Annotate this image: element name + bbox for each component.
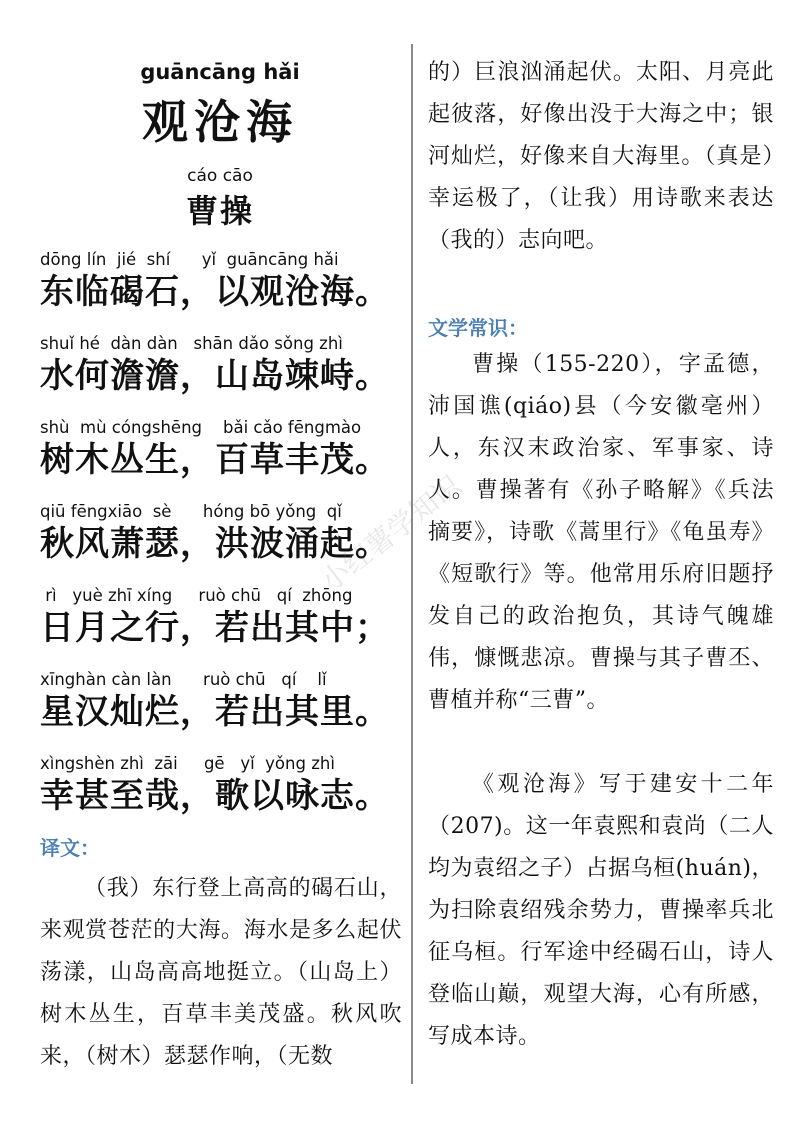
knowledge-paragraph-2: 《观沧海》写于建安十二年（207)。这一年袁熙和袁尚（二人均为袁绍之子）占据乌桓(huán)，为扫除袁绍残余势力，曹操率兵北征乌桓。行军途中经碣石山，诗人登临山巅，观望大海，心有所感，写成本诗。 [428,772,774,1049]
title-pinyin: guāncāng hǎi [140,60,300,84]
poem-title: 观沧海 [142,95,298,149]
translation-text-part1: （我）东行登上高高的碣石山，来观赏苍茫的大海。海水是多么起伏荡漾，山岛高高地挺立。（山岛上）树木丛生，百草丰美茂盛。秋风吹来，（树木）瑟瑟作响，（无数 [40,876,402,1069]
verse-line [40,754,400,818]
poem-author: 曹操 [185,192,254,230]
watermark: 小红薯学知识 [314,468,468,598]
verse-text: 幸甚至哉，歌以咏志。 [40,776,390,816]
translation-text-part2: 的）巨浪汹涌起伏。太阳、月亮此起彼落，好像出没于大海之中；银河灿烂，好像来自大海里。（真是）幸运极了，（让我）用诗歌来表达（我的）志向吧。 [428,60,774,253]
verse-pinyin: shuǐ hé dàn dàn shān dǎo sǒng zhì [40,334,343,353]
verse-text: 星汉灿烂，若出其里。 [40,692,390,732]
verse-text: 树木丛生，百草丰茂。 [40,440,390,480]
verse-pinyin: qiū fēngxiāo sè hóng bō yǒng qǐ [40,502,342,521]
verse-text: 秋风萧瑟，洪波涌起。 [40,524,390,564]
verse-pinyin: xìngshèn zhì zāi gē yǐ yǒng zhì [40,754,335,773]
knowledge-paragraph-1: 曹操（155-220），字孟德，沛国谯(qiáo)县（今安徽亳州）人，东汉末政治家、军事家、诗人。曹操著有《孙子略解》《兵法摘要》，诗歌《蒿里行》《龟虽寿》《短歌行》等。他常用乐府旧题抒发自己的政治抱负，其诗气魄雄伟，慷慨悲凉。曹操与其子曹丕、曹植并称“三曹”。 [428,352,774,713]
author-pinyin: cáo cāo [187,166,253,186]
verse-pinyin: shù mù cóngshēng bǎi cǎo fēngmào [40,418,362,437]
verse-text: 水何澹澹，山岛竦峙。 [40,356,390,396]
verse-line [40,586,400,650]
verse-pinyin: dōng lín jié shí yǐ guāncāng hǎi [40,250,339,269]
verse-line [40,250,400,314]
column-divider [411,44,413,1084]
translation-heading: 译文： [40,836,100,860]
verse-line [40,670,400,734]
knowledge-heading: 文学常识： [428,316,528,340]
verse-text: 日月之行，若出其中； [40,608,390,648]
verse-pinyin: rì yuè zhī xíng ruò chū qí zhōng [40,586,353,605]
verse-line [40,418,400,482]
verse-pinyin: xīnghàn càn làn ruò chū qí lǐ [40,670,327,689]
verse-text: 东临碣石，以观沧海。 [40,272,390,312]
verse-line [40,334,400,398]
